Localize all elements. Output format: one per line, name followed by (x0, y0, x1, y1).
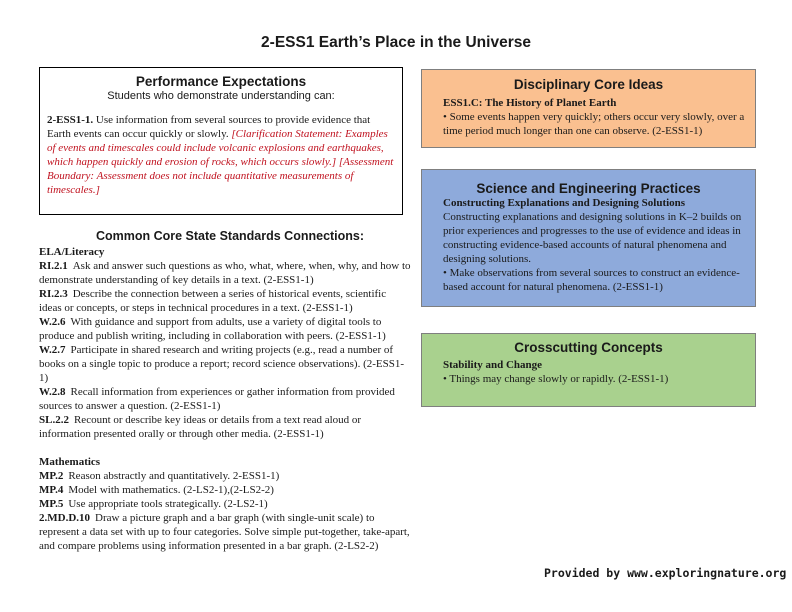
standard-text: Use appropriate tools strategically. (2-LS2-1) (68, 498, 268, 510)
list-item (39, 287, 411, 315)
math-heading: Mathematics (39, 456, 101, 468)
standard-code: W.2.6 (39, 316, 66, 328)
list-item (39, 385, 411, 413)
standard-text: Recount or describe key ideas or details from a text read aloud or information presented orally or through other media. (2-ESS1-1) (39, 414, 362, 440)
sep-subheading: Constructing Explanations and Designing Solutions (443, 197, 686, 209)
list-item (39, 469, 411, 483)
performance-expectations-box (39, 67, 403, 215)
ela-heading: ELA/Literacy (39, 246, 105, 258)
standard-text: Draw a picture graph and a bar graph (with single-unit scale) to represent a data set with up to four categories. Solve simple put-together, take-apart, and compare problems using information presented in a bar graph. (2-LS2-2) (39, 512, 410, 552)
pe-code: 2-ESS1-1. (47, 114, 94, 126)
dci-bullet: • Some events happen very quickly; others occur very slowly, over a time period much longer than one can observe. (2-ESS1-1) (443, 111, 745, 137)
science-engineering-practices-box (421, 169, 756, 307)
standard-code: 2.MD.D.10 (39, 512, 91, 524)
dci-subheading: ESS1.C: The History of Planet Earth (443, 97, 617, 109)
standard-code: SL.2.2 (39, 414, 69, 426)
pe-text: Use information from several sources to provide evidence that Earth events can occur quickly or slowly. (47, 114, 371, 140)
standard-text: Reason abstractly and quantitatively. 2-ESS1-1) (68, 470, 280, 482)
common-core-connections (39, 229, 411, 553)
standard-code: MP.2 (39, 470, 64, 482)
standard-text: Ask and answer such questions as who, what, where, when, why, and how to demonstrate understanding of key details in a text. (2-ESS1-1) (39, 260, 411, 286)
list-item (39, 413, 411, 441)
spacer (39, 441, 411, 455)
dci-heading: Disciplinary Core Ideas (513, 77, 664, 92)
cc-bullet: • Things may change slowly or rapidly. (2-ESS1-1) (443, 373, 669, 385)
cc-heading: Crosscutting Concepts (514, 340, 663, 355)
sep-text: Constructing explanations and designing solutions in K–2 builds on prior experiences and progresses to the use of evidence and ideas in constructing evidence-based accounts of natural phenomena and designing solutions. (443, 211, 742, 265)
pe-clarification: [Clarification Statement: Examples of events and timescales could include volcanic explosions and earthquakes, which happen quickly and erosion of rocks, which occurs slowly.] [Assessment Boundary: Assessment does not include quantitative measurements of timescales.] (47, 128, 394, 196)
pe-subheading: Students who demonstrate understanding can: (107, 90, 335, 102)
pe-body (47, 113, 395, 197)
standard-code: RI.2.1 (39, 260, 68, 272)
list-item (39, 497, 411, 511)
standard-code: RI.2.3 (39, 288, 68, 300)
standard-code: MP.4 (39, 484, 64, 496)
credit-line: Provided by www.exploringnature.org (544, 566, 787, 580)
pe-heading: Performance Expectations (135, 74, 307, 89)
list-item (39, 511, 411, 553)
sep-heading: Science and Engineering Practices (476, 181, 701, 196)
sep-bullet: • Make observations from several sources to construct an evidence-based account for natural phenomena. (2-ESS1-1) (443, 267, 740, 293)
ccss-heading: Common Core State Standards Connections: (95, 229, 365, 243)
standard-code: W.2.7 (39, 344, 66, 356)
standard-code: MP.5 (39, 498, 64, 510)
list-item (39, 343, 411, 385)
cc-subheading: Stability and Change (443, 359, 543, 371)
standard-text: Describe the connection between a series of historical events, scientific ideas or concepts, or steps in technical procedures in a text. (2-ESS1-1) (39, 288, 387, 314)
disciplinary-core-ideas-box (421, 69, 756, 148)
crosscutting-concepts-box (421, 333, 756, 407)
standard-text: Participate in shared research and writing projects (e.g., read a number of books on a single topic to produce a report; record science observations). (2-ESS1-1) (39, 344, 405, 384)
standard-text: Model with mathematics. (2-LS2-1),(2-LS2-2) (68, 484, 274, 496)
standard-text: With guidance and support from adults, use a variety of digital tools to produce and publish writing, including in collaboration with peers. (2-ESS1-1) (39, 316, 386, 342)
standard-code: W.2.8 (39, 386, 66, 398)
list-item (39, 315, 411, 343)
page-title: 2-ESS1 Earth’s Place in the Universe (261, 34, 531, 51)
list-item (39, 259, 411, 287)
list-item (39, 483, 411, 497)
standard-text: Recall information from experiences or gather information from provided sources to answer a question. (2-ESS1-1) (39, 386, 395, 412)
